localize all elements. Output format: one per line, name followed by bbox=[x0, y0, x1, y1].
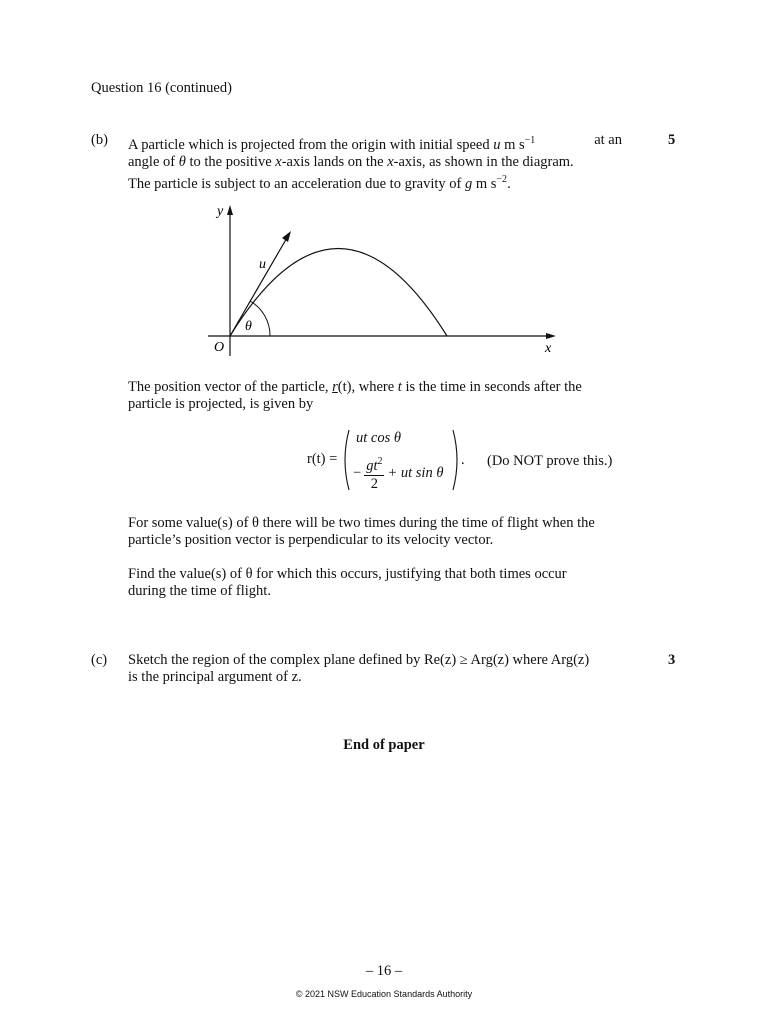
intro-line-2 bbox=[128, 154, 622, 171]
gt-text: gt bbox=[366, 457, 378, 474]
angle-arc bbox=[250, 301, 270, 336]
intro-text-1: A particle which is projected from the origin with initial speed bbox=[128, 136, 494, 153]
find-line-2: during the time of flight. bbox=[128, 583, 271, 599]
fraction-denominator: 2 bbox=[370, 475, 378, 492]
gt2-fraction bbox=[364, 453, 384, 493]
t-exponent: 2 bbox=[377, 456, 383, 468]
r-vector-symbol: r bbox=[332, 379, 338, 395]
theta-symbol: θ bbox=[178, 153, 186, 170]
velocity-vector bbox=[230, 236, 288, 336]
intro-text-3: The particle is subject to an acceleration due to gravity of bbox=[128, 175, 465, 192]
position-paragraph bbox=[128, 379, 622, 413]
units-2: m s bbox=[472, 175, 497, 192]
part-c-line-1: Sketch the region of the complex plane defined by Re(z) ≥ Arg(z) where Arg(z) bbox=[128, 652, 590, 668]
x-symbol-2: x bbox=[387, 153, 394, 170]
velocity-arrowhead bbox=[282, 231, 291, 242]
part-c-text bbox=[128, 652, 622, 686]
intro-text-3-end: . bbox=[507, 175, 511, 192]
intro-text-1-end: at an bbox=[594, 132, 622, 148]
t-symbol: t bbox=[397, 379, 402, 395]
fraction-numerator bbox=[364, 453, 384, 476]
projectile-diagram bbox=[200, 198, 570, 360]
part-c-label: (c) bbox=[91, 652, 108, 668]
part-c-marks: 3 bbox=[668, 652, 676, 668]
equation-period: . bbox=[461, 452, 465, 468]
intro-text-2c: -axis lands on the bbox=[281, 153, 388, 170]
ut-sin-theta: + ut sin θ bbox=[387, 464, 444, 481]
x-axis-label: x bbox=[545, 341, 552, 356]
do-not-prove-note: (Do NOT prove this.) bbox=[487, 453, 613, 469]
question-header: Question 16 (continued) bbox=[91, 80, 232, 96]
intro-line-1 bbox=[128, 132, 622, 154]
u-label: u bbox=[259, 257, 266, 272]
perpendicular-paragraph bbox=[128, 515, 622, 549]
u-symbol: u bbox=[493, 136, 501, 153]
perp-line-1: For some value(s) of θ there will be two times during the time of flight when the bbox=[128, 515, 595, 531]
part-b-label: (b) bbox=[91, 132, 108, 148]
pos-text-b: , where bbox=[351, 379, 398, 395]
exp-2: −2 bbox=[496, 173, 508, 185]
find-line-1: Find the value(s) of θ for which this occurs, justifying that both times occur bbox=[128, 566, 567, 582]
theta-label: θ bbox=[245, 319, 252, 334]
x-axis-arrow bbox=[546, 333, 556, 339]
pos-text-c: is the time in seconds after the bbox=[401, 379, 582, 395]
part-b-marks: 5 bbox=[668, 132, 676, 148]
minus-sign: − bbox=[353, 464, 362, 481]
pos-text-a: The position vector of the particle, bbox=[128, 379, 333, 395]
part-b-intro bbox=[128, 132, 622, 193]
copyright: © 2021 NSW Education Standards Authority bbox=[295, 989, 473, 999]
part-c-line-2: is the principal argument of z. bbox=[128, 669, 302, 685]
intro-text-2a: angle of bbox=[128, 153, 179, 170]
find-values-paragraph bbox=[128, 566, 622, 600]
position-line-2: particle is projected, is given by bbox=[128, 396, 314, 412]
vector-top-component: ut cos θ bbox=[356, 430, 401, 446]
g-symbol: g bbox=[465, 175, 473, 192]
intro-text-2b: to the positive bbox=[185, 153, 276, 170]
x-symbol-1: x bbox=[275, 153, 282, 170]
intro-line-3 bbox=[128, 171, 622, 193]
exp-1: −1 bbox=[524, 135, 536, 146]
end-of-paper: End of paper bbox=[343, 737, 425, 753]
origin-label: O bbox=[214, 340, 225, 355]
units-1: m s bbox=[500, 136, 525, 153]
intro-text-2d: -axis, as shown in the diagram. bbox=[393, 153, 574, 170]
t-paren: (t) bbox=[337, 379, 352, 395]
equation-lhs: r(t) = bbox=[307, 451, 338, 467]
y-axis-label: y bbox=[217, 204, 224, 219]
perp-line-2: particle’s position vector is perpendicular to its velocity vector. bbox=[128, 532, 494, 548]
page-number: – 16 – bbox=[365, 963, 403, 979]
position-line-1 bbox=[128, 379, 622, 396]
right-bracket bbox=[453, 430, 457, 490]
left-bracket bbox=[345, 430, 349, 490]
vector-bottom-component bbox=[353, 452, 443, 494]
y-axis-arrow bbox=[227, 205, 233, 215]
